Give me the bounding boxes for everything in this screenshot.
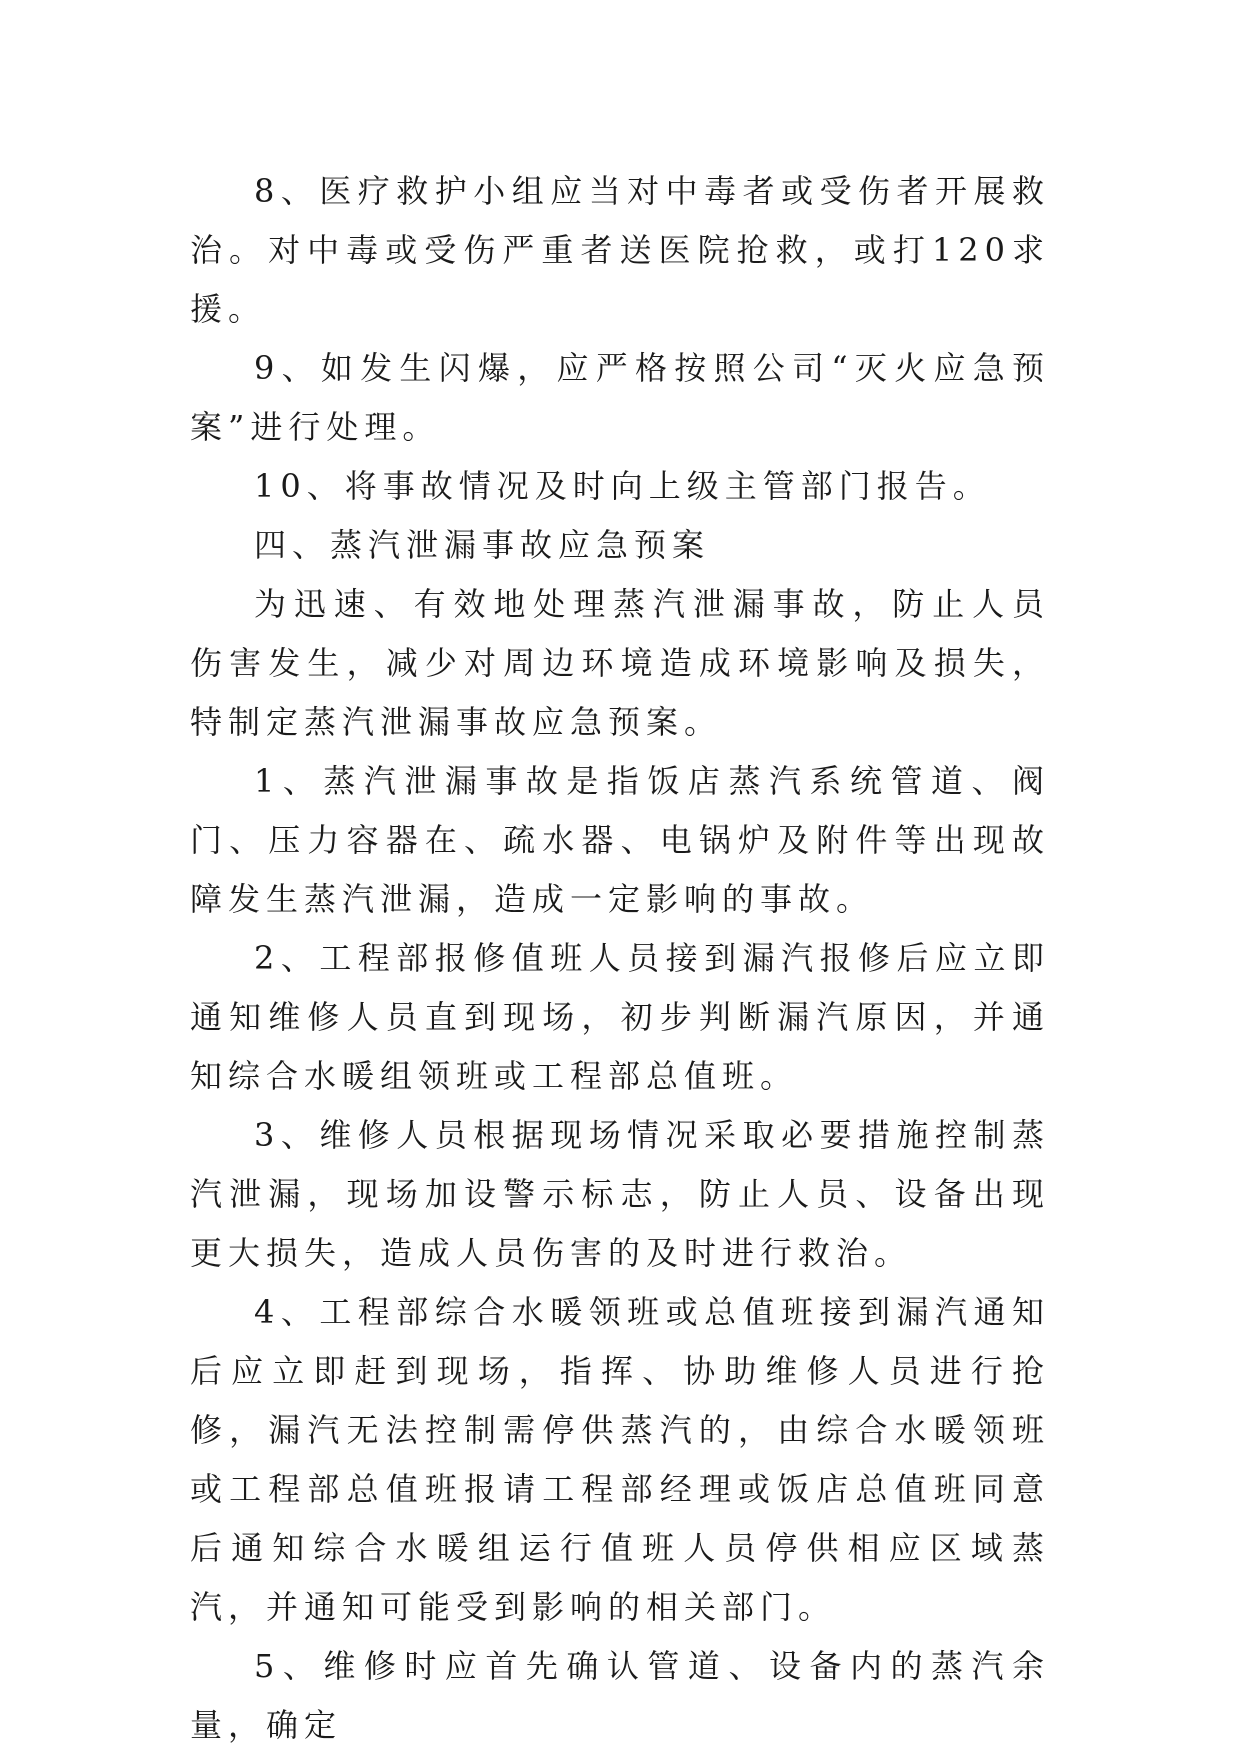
paragraph-item-8: 8、医疗救护小组应当对中毒者或受伤者开展救治。对中毒或受伤严重者送医院抢救，或打120求援。 — [190, 172, 1050, 328]
paragraph-item-1: 1、蒸汽泄漏事故是指饭店蒸汽系统管道、阀门、压力容器在、疏水器、电锅炉及附件等出现故障发生蒸汽泄漏，造成一定影响的事故。 — [190, 762, 1050, 918]
paragraph-item-3: 3、维修人员根据现场情况采取必要措施控制蒸汽泄漏，现场加设警示标志，防止人员、设备出现更大损失，造成人员伤害的及时进行救治。 — [190, 1116, 1050, 1272]
document-body — [190, 162, 1050, 1755]
paragraph-item-5: 5、维修时应首先确认管道、设备内的蒸汽余量，确定 — [190, 1647, 1050, 1744]
paragraph-item-9: 9、如发生闪爆，应严格按照公司“灭火应急预案”进行处理。 — [190, 349, 1050, 446]
section-heading-steam-leak: 四、蒸汽泄漏事故应急预案 — [254, 526, 711, 564]
section-intro: 为迅速、有效地处理蒸汽泄漏事故，防止人员伤害发生，减少对周边环境造成环境影响及损失，特制定蒸汽泄漏事故应急预案。 — [190, 585, 1050, 741]
paragraph-item-2: 2、工程部报修值班人员接到漏汽报修后应立即通知维修人员直到现场，初步判断漏汽原因，并通知综合水暖组领班或工程部总值班。 — [190, 939, 1050, 1095]
paragraph-item-10: 10、将事故情况及时向上级主管部门报告。 — [254, 467, 991, 505]
paragraph-item-4: 4、工程部综合水暖领班或总值班接到漏汽通知后应立即赶到现场，指挥、协助维修人员进行抢修，漏汽无法控制需停供蒸汽的，由综合水暖领班或工程部总值班报请工程部经理或饭店总值班同意后通知综合水暖组运行值班人员停供相应区域蒸汽，并通知可能受到影响的相关部门。 — [190, 1293, 1050, 1626]
